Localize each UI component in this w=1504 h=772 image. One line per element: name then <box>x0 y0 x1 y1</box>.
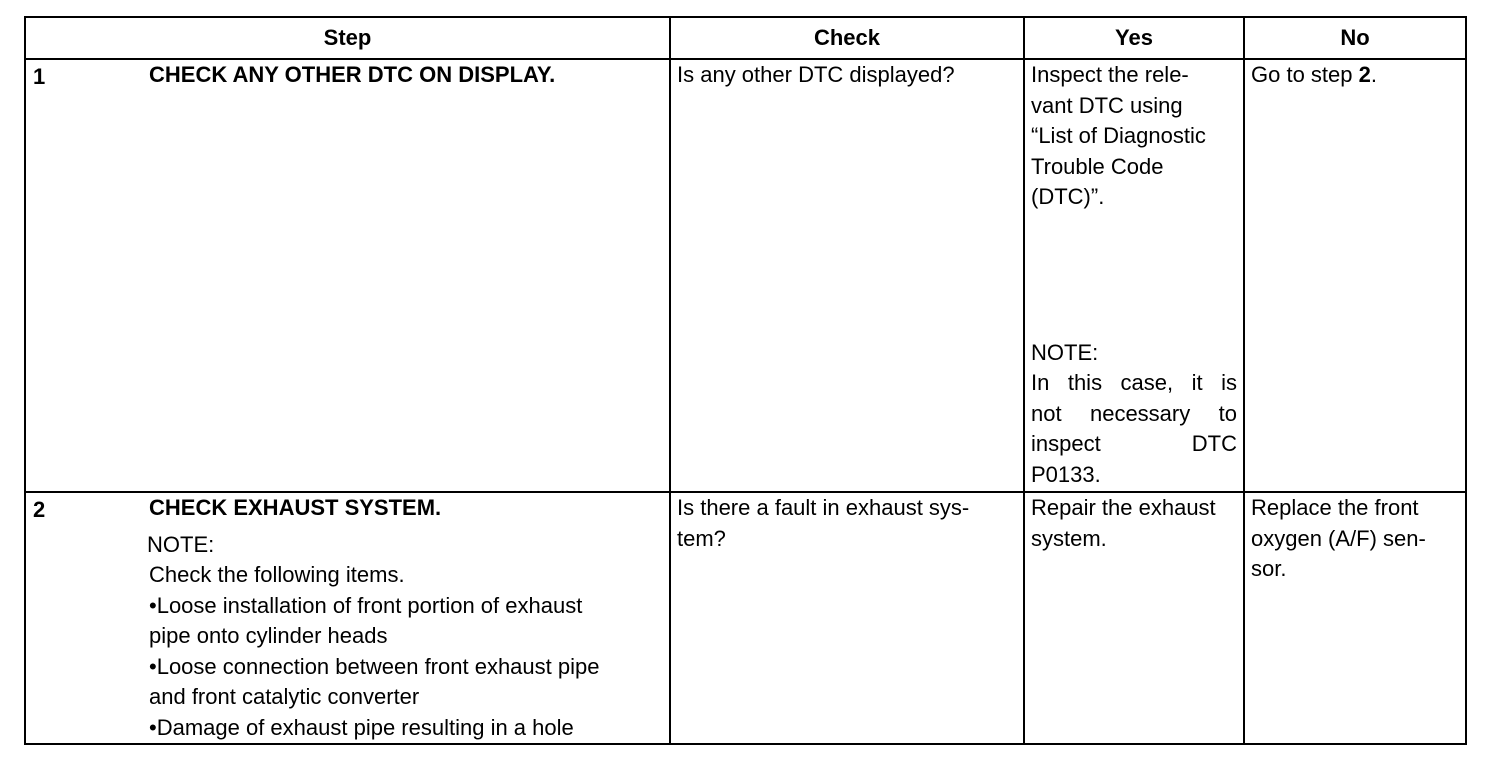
no-cell-1 <box>1244 59 1466 492</box>
header-no: No <box>1244 17 1466 59</box>
header-check: Check <box>670 17 1024 59</box>
check-cell-1 <box>670 59 1024 492</box>
check-text: Is any other DTC displayed? <box>677 62 955 87</box>
note-label: NOTE: <box>147 531 215 557</box>
yes-note <box>1031 338 1237 491</box>
yes-line: Trouble Code <box>1031 153 1164 179</box>
check-cell-2 <box>670 492 1024 744</box>
yes-line: system. <box>1031 525 1107 551</box>
header-row <box>25 17 1466 59</box>
yes-line: Inspect the rele- <box>1031 62 1189 87</box>
yes-text <box>1031 60 1237 213</box>
note-line: P0133. <box>1031 461 1101 487</box>
step-number: 1 <box>33 64 46 89</box>
no-text-suffix: . <box>1370 62 1377 87</box>
note-line: inspect DTC <box>1031 431 1237 456</box>
check-line: tem? <box>677 525 726 551</box>
yes-cell-2 <box>1024 492 1244 744</box>
no-line: sor. <box>1251 556 1287 581</box>
no-line: oxygen (A/F) sen- <box>1251 525 1426 551</box>
table-row <box>25 59 1466 492</box>
yes-cell-1 <box>1024 59 1244 492</box>
yes-line: vant DTC using <box>1031 92 1183 118</box>
note-line: •Damage of exhaust pipe resulting in a hole <box>149 714 574 740</box>
note-line: Check the following items. <box>149 562 405 587</box>
step-number: 2 <box>33 497 46 522</box>
yes-line: (DTC)”. <box>1031 184 1105 209</box>
no-line: Replace the front <box>1251 495 1419 520</box>
note-line: •Loose connection between front exhaust pipe <box>149 653 600 679</box>
step-cell-2 <box>25 492 670 744</box>
step-title: CHECK ANY OTHER DTC ON DISPLAY. <box>149 62 556 87</box>
note-label: NOTE: <box>1031 339 1099 365</box>
note-line: •Loose installation of front portion of exhaust <box>149 592 583 618</box>
yes-line: Repair the exhaust <box>1031 495 1216 520</box>
header-yes: Yes <box>1024 17 1244 59</box>
table-row <box>25 492 1466 744</box>
yes-line: “List of Diagnostic <box>1031 123 1206 148</box>
header-step: Step <box>25 17 670 59</box>
note-line: and front catalytic converter <box>149 684 420 709</box>
check-line: Is there a fault in exhaust sys- <box>677 495 970 520</box>
note-line: not necessary to <box>1031 400 1237 426</box>
step-title: CHECK EXHAUST SYSTEM. <box>149 495 442 520</box>
diagnostic-table <box>24 16 1467 745</box>
note-line: pipe onto cylinder heads <box>149 623 388 648</box>
step-cell-1 <box>25 59 670 492</box>
no-step-ref: 2 <box>1358 62 1371 87</box>
no-text-prefix: Go to step <box>1251 62 1359 87</box>
no-cell-2 <box>1244 492 1466 744</box>
note-line: In this case, it is <box>1031 370 1237 395</box>
